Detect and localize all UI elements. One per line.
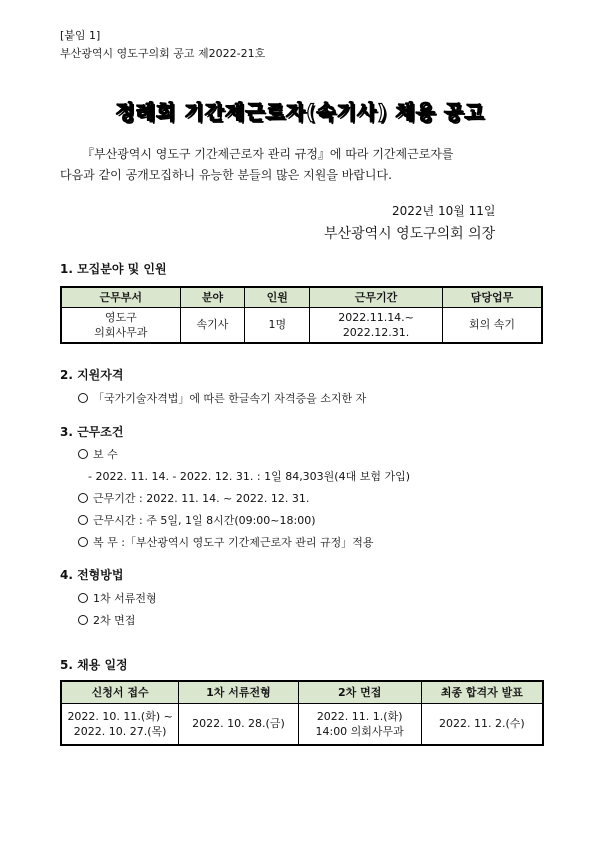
circle-bullet-icon: [78, 393, 88, 403]
col-apply: 신청서 접수: [61, 681, 179, 703]
circle-bullet-icon: [78, 615, 88, 625]
cell-doc: 2022. 10. 28.(금): [179, 703, 298, 745]
recruit-table: [60, 286, 543, 344]
step1-text: 1차 서류전형: [93, 592, 157, 605]
signer: 부산광역시 영도구의회 의장: [324, 226, 496, 242]
section2-heading: 2. 지원자격: [60, 368, 124, 382]
period-item: [78, 490, 309, 506]
cell-count: 1명: [245, 307, 310, 343]
intro-line-1: 『부산광역시 영도구 기간제근로자 관리 규정』에 따라 기간제근로자를: [82, 147, 454, 161]
cell-duty: 회의 속기: [442, 307, 542, 343]
notice-date: 2022년 10월 11일: [392, 204, 496, 218]
page-title: 정례회 기간제근로자(속기사) 채용 공고: [115, 100, 485, 124]
schedule-table: [60, 680, 544, 746]
col-duty: 담당업무: [442, 287, 542, 307]
section1-heading: 1. 모집분야 및 인원: [60, 262, 167, 276]
notice-number: 부산광역시 영도구의회 공고 제2022-21호: [60, 47, 266, 60]
step1-item: [78, 590, 157, 606]
circle-bullet-icon: [78, 593, 88, 603]
dept-line-1: 영도구: [104, 310, 137, 324]
attachment-label: [붙임 1]: [60, 29, 101, 42]
cell-dept: [61, 307, 180, 343]
circle-bullet-icon: [78, 515, 88, 525]
pay-label: 보 수: [93, 448, 118, 461]
circle-bullet-icon: [78, 537, 88, 547]
qualification-text: 「국가기술자격법」에 따른 한글속기 자격증을 소지한 자: [93, 392, 367, 405]
col-final: 최종 합격자 발표: [421, 681, 543, 703]
apply-line-1: 2022. 10. 11.(화) ~: [67, 709, 173, 723]
col-dept: 근무부서: [61, 287, 180, 307]
table-row: [61, 703, 543, 745]
section3-heading: 3. 근무조건: [60, 425, 124, 439]
dept-line-2: 의회사무과: [94, 325, 148, 339]
pay-item: [78, 446, 118, 462]
cell-final: 2022. 11. 2.(수): [421, 703, 543, 745]
pay-detail: - 2022. 11. 14. - 2022. 12. 31. : 1일 84,303원(4대 보험 가입): [88, 470, 411, 483]
period-text: 근무기간 : 2022. 11. 14. ~ 2022. 12. 31.: [93, 492, 310, 505]
period-line-1: 2022.11.14.~: [338, 310, 414, 324]
interview-line-1: 2022. 11. 1.(화): [316, 709, 403, 723]
duty-text: 복 무 :「부산광역시 영도구 기간제근로자 관리 규정」적용: [93, 536, 374, 549]
circle-bullet-icon: [78, 493, 88, 503]
duty-item: [78, 534, 373, 550]
hours-item: [78, 512, 316, 528]
period-line-2: 2022.12.31.: [342, 325, 410, 339]
cell-period: [310, 307, 443, 343]
intro-line-2: 다음과 같이 공개모집하니 유능한 분들의 많은 지원을 바랍니다.: [60, 168, 392, 182]
col-doc: 1차 서류전형: [179, 681, 298, 703]
cell-apply: [61, 703, 179, 745]
step2-text: 2차 면접: [93, 614, 136, 627]
hours-text: 근무시간 : 주 5일, 1일 8시간(09:00~18:00): [93, 514, 316, 527]
table-row: [61, 307, 542, 343]
cell-interview: [298, 703, 421, 745]
step2-item: [78, 612, 135, 628]
interview-line-2: 14:00 의회사무과: [315, 724, 404, 738]
col-interview: 2차 면접: [298, 681, 421, 703]
circle-bullet-icon: [78, 449, 88, 459]
section5-heading: 5. 채용 일정: [60, 658, 128, 672]
col-field: 분야: [180, 287, 245, 307]
section4-heading: 4. 전형방법: [60, 568, 124, 582]
cell-field: 속기사: [180, 307, 245, 343]
col-period: 근무기간: [310, 287, 443, 307]
qualification-item: [78, 390, 366, 406]
apply-line-2: 2022. 10. 27.(목): [73, 724, 167, 738]
col-count: 인원: [245, 287, 310, 307]
